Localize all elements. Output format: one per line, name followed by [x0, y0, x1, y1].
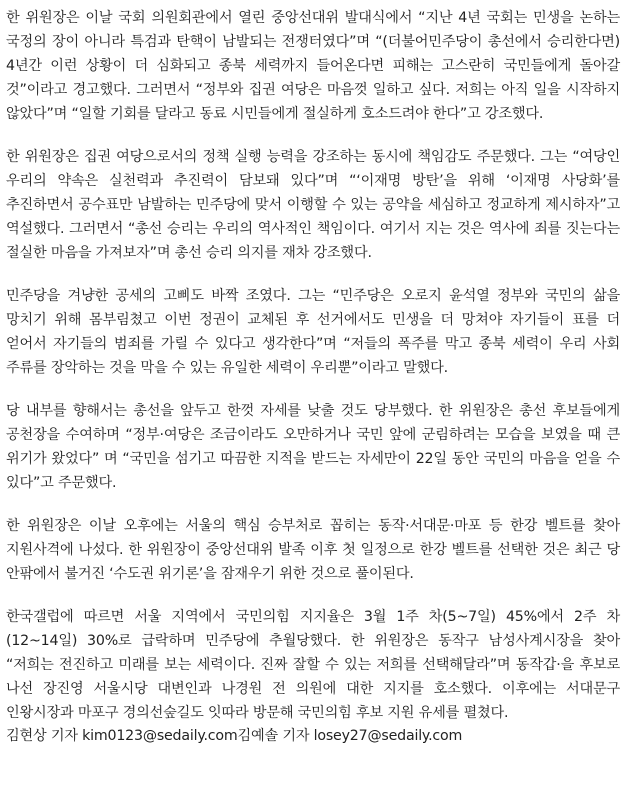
article-paragraph-1: 한 위원장은 이날 국회 의원회관에서 열린 중앙선대위 발대식에서 “지난 4년 국회는 민생을 논하는 국정의 장이 아니라 특검과 탄핵이 남발되는 전쟁터였다”며 “(더불어민주당이 총선에서 승리한다면) 4년간 이런 상황이 더 심화되고 종북 세력까지 들어온다면 피해는 고스란히 국민들에게 돌아갈 것”이라고 경고했다. 그러면서 “정부와 집권 여당은 마음껏 일하고 싶다. 저희는 아직 일을 시작하지 않았다”며 “일할 기회를 달라고 동료 시민들에게 절실하게 호소드려야 한다”고 강조했다. — [6, 10, 620, 122]
article-byline: 김현상 기자 kim0123@sedaily.com김예솔 기자 losey27@sedaily.com — [6, 728, 463, 744]
article-paragraph-5: 한 위원장은 이날 오후에는 서울의 핵심 승부처로 꼽히는 동작·서대문·마포 등 한강 벨트를 찾아 지원사격에 나섰다. 한 위원장이 중앙선대위 발족 이후 첫 일정으로 한강 벨트를 선택한 것은 최근 당 안팎에서 불거진 ‘수도권 위기론’을 잠재우기 위한 것으로 풀이된다. — [6, 518, 620, 582]
article-paragraph-6: 한국갤럽에 따르면 서울 지역에서 국민의힘 지지율은 3월 1주 차(5~7일) 45%에서 2주 차(12~14일) 30%로 급락하며 민주당에 추월당했다. 한 위원장은 동작구 남성사계시장을 찾아 “저희는 전진하고 미래를 보는 세력이다. 진짜 잘할 수 있는 저희를 선택해달라”며 동작갑·을 후보로 나선 장진영 서울시당 대변인과 나경원 전 의원에 대한 지지를 호소했다. 이후에는 서대문구 인왕시장과 마포구 경의선숲길도 잇따라 방문해 국민의힘 후보 지원 유세를 펼쳤다. — [6, 609, 620, 721]
article-paragraph-3: 민주당을 겨냥한 공세의 고삐도 바짝 조였다. 그는 “민주당은 오로지 윤석열 정부와 국민의 삶을 망치기 위해 몸부림쳤고 이번 정권이 교체된 후 선거에서도 민생을 더 망쳐야 자기들이 표를 더 얻어서 자기들의 범죄를 가릴 수 있다고 생각한다”며 “저들의 폭주를 막고 종북 세력이 우리 사회 주류를 장악하는 것을 막을 수 있는 유일한 세력이 우리뿐”이라고 말했다. — [6, 288, 620, 376]
article-paragraph-2: 한 위원장은 집권 여당으로서의 정책 실행 능력을 강조하는 동시에 책임감도 주문했다. 그는 “여당인 우리의 약속은 실천력과 추진력이 담보돼 있다”며 “‘이재명 방탄’을 위해 ‘이재명 사당화’를 추진하면서 공수표만 남발하는 민주당에 맞서 이행할 수 있는 공약을 세심하고 정교하게 제시하자”고 역설했다. 그러면서 “총선 승리는 우리의 역사적인 책임이다. 여기서 지는 것은 역사에 죄를 짓는다는 절실한 마음을 가져보자”며 총선 승리 의지를 재차 강조했다. — [6, 149, 620, 261]
article-paragraph-4: 당 내부를 향해서는 총선을 앞두고 한껏 자세를 낮출 것도 당부했다. 한 위원장은 총선 후보들에게 공천장을 수여하며 “정부·여당은 조금이라도 오만하거나 국민 앞에 군림하려는 모습을 보였을 때 큰 위기가 왔었다” 며 “국민을 섬기고 따끔한 지적을 받드는 자세만이 22일 동안 국민의 마음을 얻을 수 있다”고 주문했다. — [6, 403, 620, 491]
